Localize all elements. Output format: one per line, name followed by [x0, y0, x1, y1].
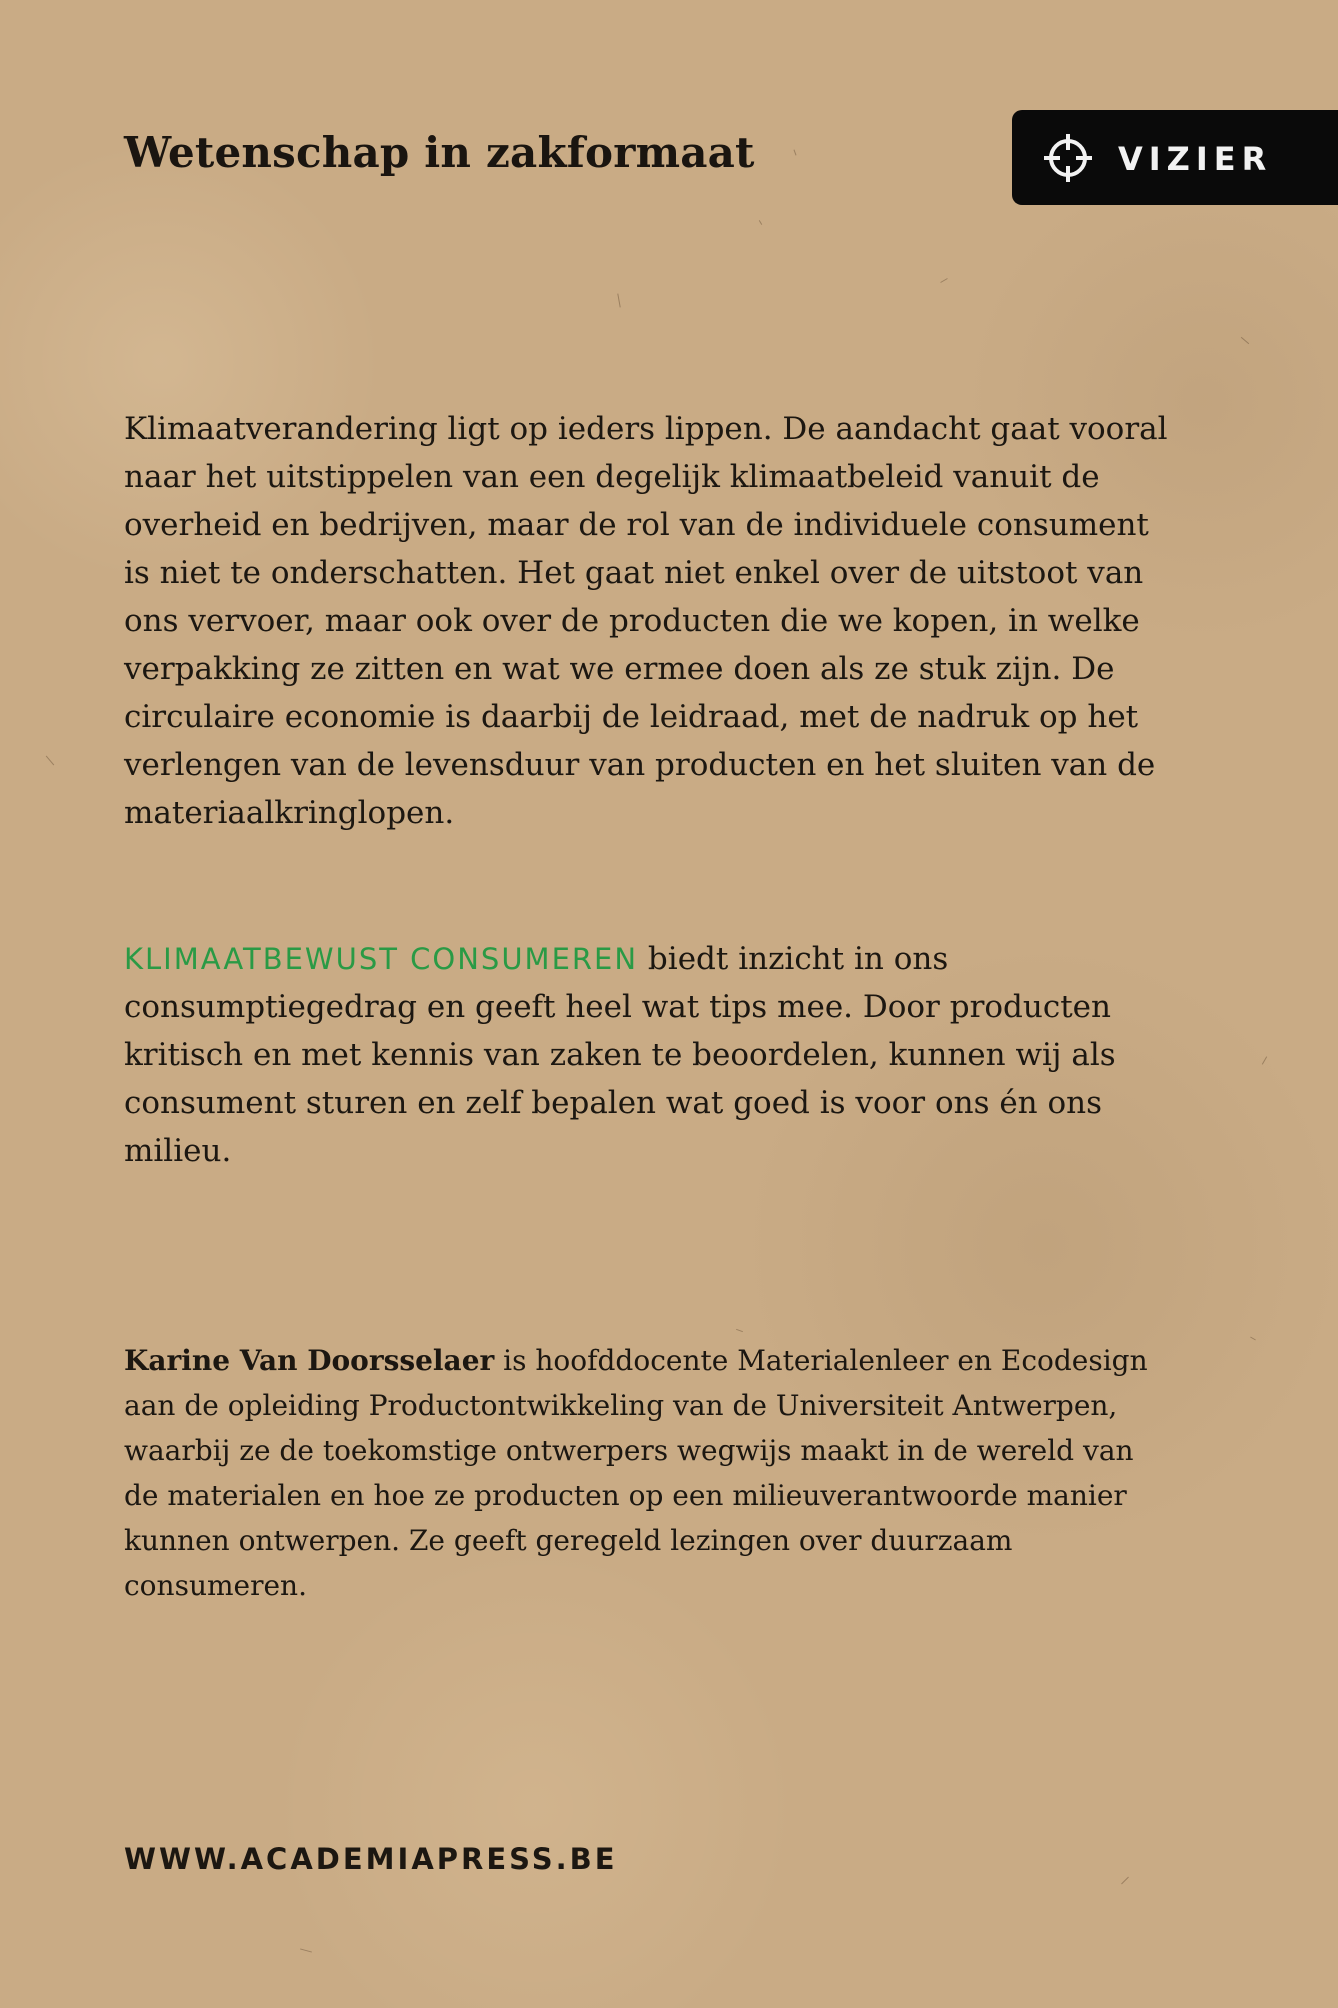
- crosshair-icon: [1042, 132, 1094, 184]
- paper-fiber: [300, 1948, 312, 1952]
- publisher-logo: [1012, 110, 1338, 205]
- paper-fiber: [46, 756, 54, 766]
- author-bio-paragraph: [124, 1338, 1174, 1608]
- paper-fiber: [1241, 337, 1249, 344]
- series-title: Wetenschap in zakformaat: [124, 128, 755, 177]
- paper-fiber: [794, 150, 797, 156]
- book-summary-paragraph: [124, 935, 1174, 1175]
- paper-fiber: [1250, 1337, 1256, 1341]
- paper-fiber: [1262, 1056, 1267, 1064]
- logo-text: VIZIER: [1118, 140, 1273, 178]
- author-bio-text: is hoofddocente Materialenleer en Ecodesign aan de opleiding Productontwikkeling van de Universiteit Antwerpen, waarbij ze de toekomstige ontwerpers wegwijs maakt in de wereld van de materialen en hoe ze producten op een milieuverantwoorde manier kunnen ontwerpen. Ze geeft geregeld lezingen over duurzaam consumeren.: [124, 1344, 1148, 1602]
- publisher-website: WWW.ACADEMIAPRESS.BE: [124, 1842, 618, 1876]
- paper-fiber: [736, 1329, 743, 1332]
- author-name: Karine Van Doorsselaer: [124, 1344, 495, 1377]
- paper-fiber: [1121, 1877, 1129, 1885]
- intro-paragraph: Klimaatverandering ligt op ieders lippen. De aandacht gaat vooral naar het uitstippelen van een degelijk klimaatbeleid vanuit de overheid en bedrijven, maar de rol van de individuele consument is niet te onderschatten. Het gaat niet enkel over de uitstoot van ons vervoer, maar ook over de producten die we kopen, in welke verpakking ze zitten en wat we ermee doen als ze stuk zijn. De circulaire economie is daarbij de leidraad, met de nadruk op het verlengen van de levensduur van producten en het sluiten van de materiaalkringlopen.: [124, 411, 1168, 831]
- paper-fiber: [759, 220, 762, 225]
- book-summary-text: biedt inzicht in ons consumptiegedrag en geeft heel wat tips mee. Door producten kritisch en met kennis van zaken te beoordelen, kunnen wij als consument sturen en zelf bepalen wat goed is voor ons én ons milieu.: [124, 941, 1116, 1169]
- paper-fiber: [617, 294, 620, 308]
- book-title: KLIMAATBEWUST CONSUMEREN: [124, 942, 639, 976]
- paper-fiber: [940, 278, 947, 283]
